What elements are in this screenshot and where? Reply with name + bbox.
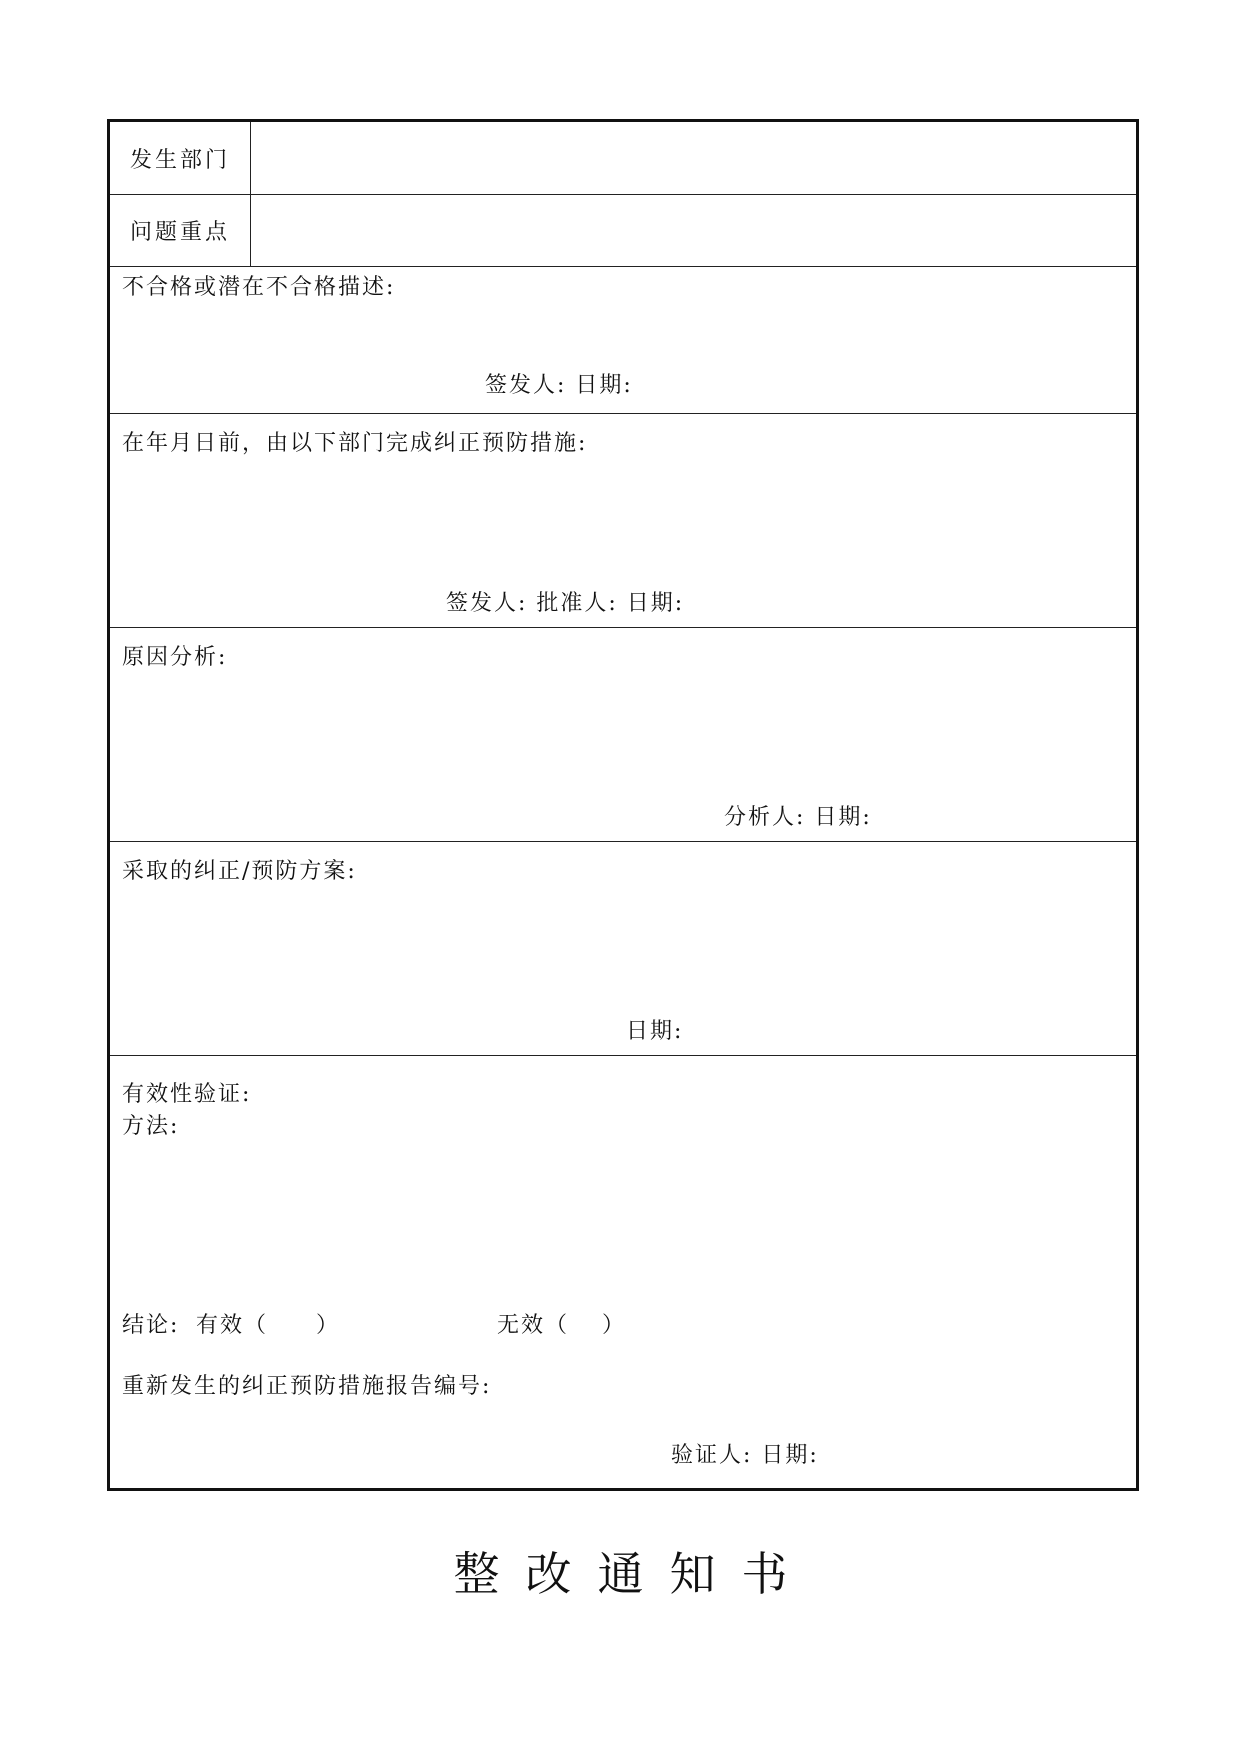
verification-heading: 有效性验证: (122, 1082, 252, 1107)
deadline-sign-line: 签发人: 批准人: 日期: (446, 591, 685, 616)
ineffective-option[interactable]: 无效（ ） (497, 1313, 626, 1338)
cause-sign-line: 分析人: 日期: (724, 805, 872, 830)
cause-heading: 原因分析: (122, 645, 228, 670)
issue-row (110, 195, 1136, 267)
deadline-heading: 在年月日前，由以下部门完成纠正预防措施: (122, 431, 588, 456)
plan-section[interactable] (110, 842, 1136, 1056)
nonconformity-heading: 不合格或潜在不合格描述: (122, 275, 396, 300)
conclusion-label: 结论: (122, 1313, 180, 1338)
verification-section[interactable] (110, 1056, 1136, 1488)
issue-label: 问题重点 (110, 195, 251, 266)
deadline-section[interactable] (110, 414, 1136, 628)
verification-method: 方法: (122, 1114, 180, 1139)
dept-label: 发生部门 (110, 122, 251, 194)
nonconformity-sign-line: 签发人: 日期: (485, 373, 633, 398)
issue-field[interactable] (251, 195, 1136, 266)
verification-sign-line: 验证人: 日期: (671, 1443, 819, 1468)
dept-field[interactable] (251, 122, 1136, 194)
rectification-form (107, 119, 1139, 1491)
cause-section[interactable] (110, 628, 1136, 842)
nonconformity-section[interactable] (110, 267, 1136, 414)
document-title: 整改通知书 (453, 1547, 814, 1601)
dept-row (110, 122, 1136, 195)
plan-heading: 采取的纠正/预防方案: (122, 859, 357, 884)
plan-date-line: 日期: (626, 1019, 684, 1044)
effective-option[interactable]: 有效（ ） (196, 1313, 341, 1338)
report-number-label: 重新发生的纠正预防措施报告编号: (122, 1374, 492, 1399)
